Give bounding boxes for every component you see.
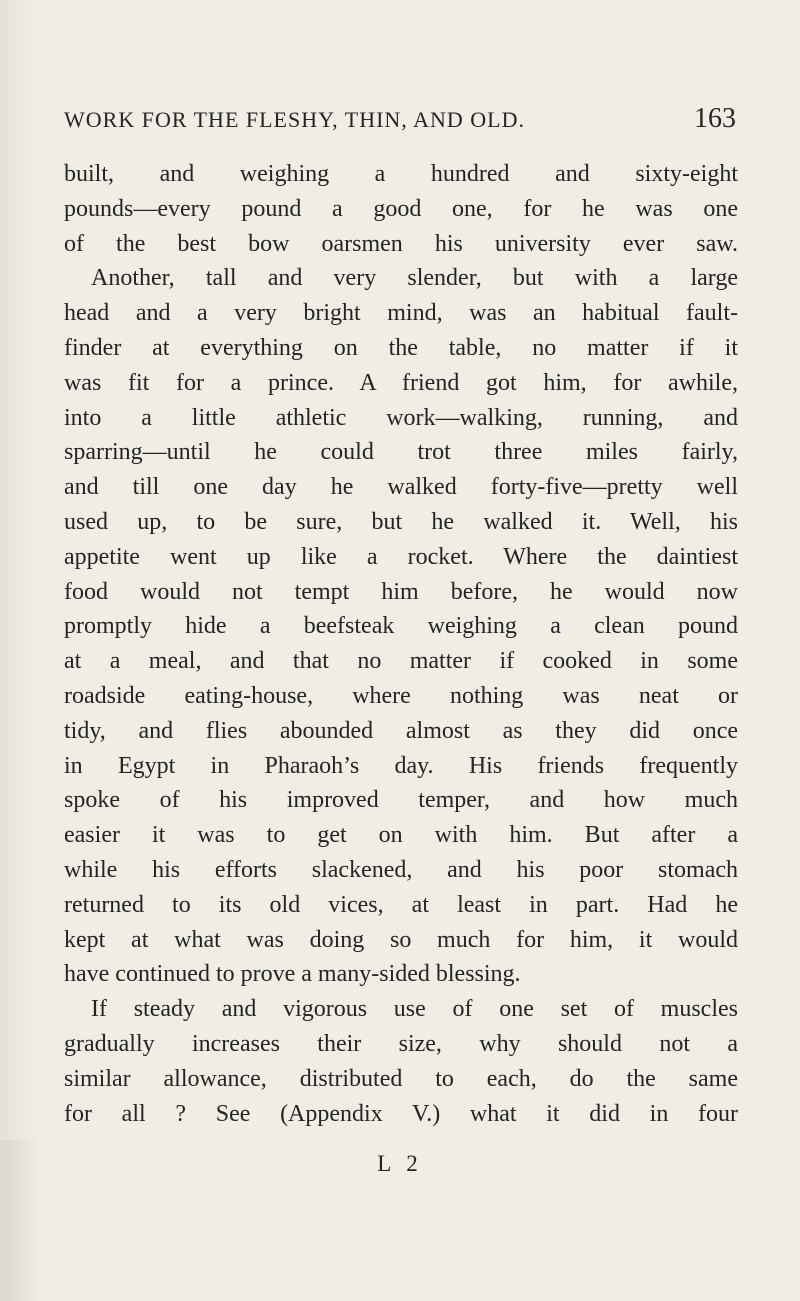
text-line: finder at everything on the table, no matter if it	[64, 334, 738, 361]
text-line: and till one day he walked forty-five—pretty well	[64, 474, 738, 501]
text-line: for all ? See (Appendix V.) what it did in four	[64, 1100, 738, 1127]
text-line: built, and weighing a hundred and sixty-eight	[64, 161, 738, 187]
text-line: gradually increases their size, why should not a	[64, 1030, 738, 1057]
text-line: into a little athletic work—walking, running, and	[64, 404, 738, 431]
text-line: in Egypt in Pharaoh’s day. His friends frequently	[64, 752, 738, 779]
text-line: used up, to be sure, but he walked it. Well, his	[64, 508, 738, 535]
text-line: tidy, and flies abounded almost as they did once	[64, 717, 738, 744]
text-line: roadside eating-house, where nothing was neat or	[64, 682, 738, 709]
running-head: WORK FOR THE FLESHY, THIN, AND OLD.	[64, 107, 525, 132]
text-line: promptly hide a beefsteak weighing a clean pound	[64, 613, 738, 640]
text-line: appetite went up like a rocket. Where the daintiest	[64, 543, 738, 570]
text-line: sparring—until he could trot three miles fairly,	[64, 439, 738, 466]
text-line: of the best bow oarsmen his university ever saw.	[64, 230, 738, 257]
text-line: spoke of his improved temper, and how much	[64, 787, 738, 814]
text-line: kept at what was doing so much for him, it would	[64, 926, 738, 953]
page-header	[64, 103, 736, 143]
text-line: at a meal, and that no matter if cooked in some	[64, 648, 738, 675]
page-number: 163	[694, 103, 736, 134]
text-line: If steady and vigorous use of one set of muscles	[91, 996, 738, 1023]
text-line: head and a very bright mind, was an habitual fault-	[64, 300, 738, 327]
body-text	[64, 157, 738, 1131]
text-line: pounds—every pound a good one, for he was one	[64, 195, 738, 222]
page-edge-shadow	[0, 0, 40, 1301]
text-line: Another, tall and very slender, but with a large	[91, 265, 738, 292]
signature-mark: L 2	[377, 1151, 423, 1176]
text-line: have continued to prove a many-sided blessing.	[64, 961, 521, 988]
text-line: while his efforts slackened, and his poor stomach	[64, 856, 738, 883]
text-line: returned to its old vices, at least in part. Had he	[64, 891, 738, 918]
text-line: similar allowance, distributed to each, do the same	[64, 1065, 738, 1092]
text-line: easier it was to get on with him. But after a	[64, 822, 738, 849]
text-line: was fit for a prince. A friend got him, for awhile,	[64, 369, 738, 396]
text-line: food would not tempt him before, he would now	[64, 578, 738, 605]
